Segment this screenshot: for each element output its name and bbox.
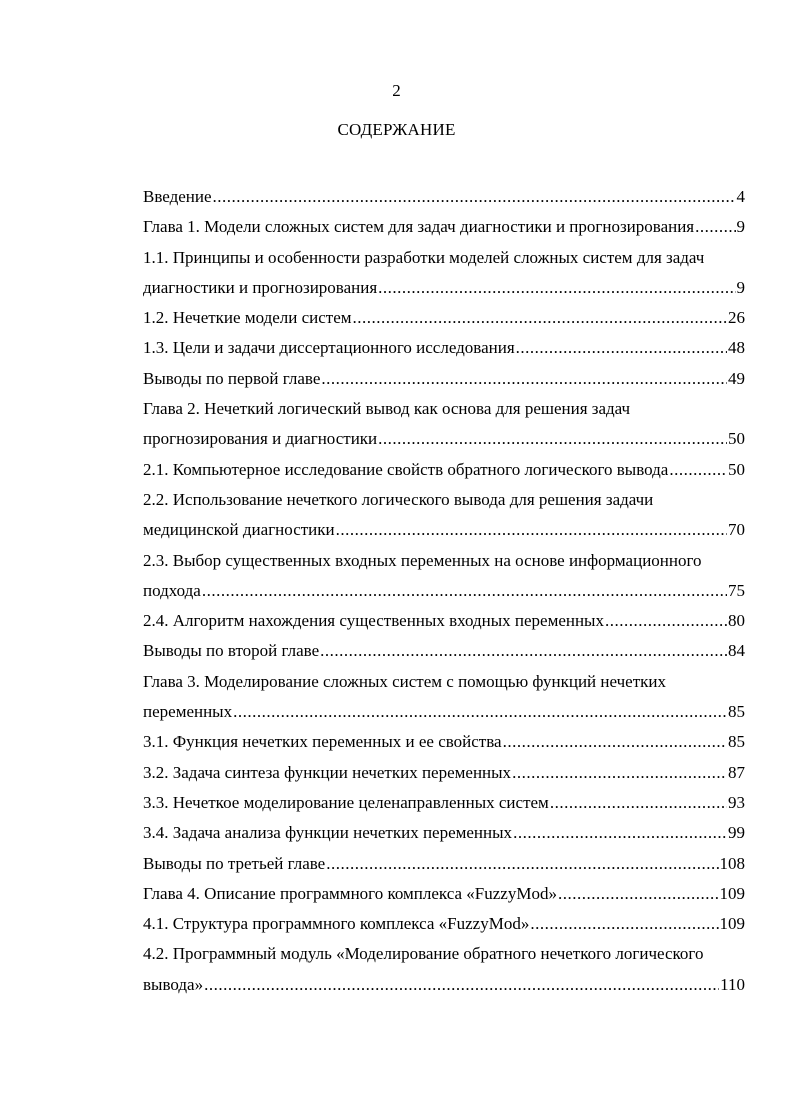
toc-entry-text: 2.2. Использование нечеткого логического вывода для решения задачи [143, 489, 654, 509]
toc-entry-text: подхода [143, 580, 201, 600]
toc-entry-text: диагностики и прогнозирования [143, 277, 378, 297]
toc-dot-leader [669, 455, 727, 485]
toc-entry-text: медицинской диагностики [143, 520, 335, 540]
toc-entry [143, 546, 745, 576]
toc-entry-page: 50 [728, 459, 745, 479]
toc-entry [143, 758, 745, 788]
toc-entry-page: 87 [728, 762, 745, 782]
toc-entry-page: 84 [728, 641, 745, 661]
toc-dot-leader [353, 303, 727, 333]
toc-entry-page: 110 [720, 974, 745, 994]
toc-entry [143, 212, 745, 242]
toc-entry-text: 1.2. Нечеткие модели систем [143, 308, 352, 328]
toc-entry-text: Глава 4. Описание программного комплекса «FuzzyMod» [143, 883, 557, 903]
toc-dot-leader [233, 697, 727, 727]
toc-entry-text: Выводы по первой главе [143, 368, 321, 388]
toc-entry-text: вывода» [143, 974, 204, 994]
toc-entry-text: 3.2. Задача синтеза функции нечетких переменных [143, 762, 512, 782]
toc-entry-page: 75 [728, 580, 745, 600]
toc-dot-leader [513, 818, 727, 848]
toc-dot-leader [516, 333, 727, 363]
toc-entry-text: 2.3. Выбор существенных входных переменных на основе информационного [143, 550, 702, 570]
toc-entry [143, 394, 745, 424]
toc-entry-text: Выводы по второй главе [143, 641, 320, 661]
toc-entry-text: прогнозирования и диагностики [143, 429, 378, 449]
toc-entry-page: 85 [728, 732, 745, 752]
toc-entry-page: 109 [719, 883, 745, 903]
toc-entry [143, 697, 745, 727]
toc-dot-leader [558, 879, 719, 909]
toc-entry [143, 667, 745, 697]
toc-entry [143, 576, 745, 606]
toc-dot-leader [321, 364, 727, 394]
toc-entry-page: 9 [736, 277, 745, 297]
toc-dot-leader [695, 212, 735, 242]
toc-dot-leader [550, 788, 727, 818]
toc-entry-text: переменных [143, 702, 233, 722]
toc-entry [143, 515, 745, 545]
toc-entry-text: 1.1. Принципы и особенности разработки моделей сложных систем для задач [143, 247, 705, 267]
table-of-contents [143, 182, 745, 1000]
toc-entry-page: 26 [728, 308, 745, 328]
toc-entry [143, 788, 745, 818]
toc-entry-page: 80 [728, 611, 745, 631]
toc-entry [143, 606, 745, 636]
toc-dot-leader [605, 606, 727, 636]
page-number: 2 [392, 81, 401, 100]
toc-entry-text: 4.2. Программный модуль «Моделирование обратного нечеткого логического [143, 944, 704, 964]
toc-entry-page: 70 [728, 520, 745, 540]
toc-dot-leader [320, 636, 727, 666]
toc-entry [143, 879, 745, 909]
toc-entry [143, 909, 745, 939]
toc-entry-text: 3.3. Нечеткое моделирование целенаправленных систем [143, 792, 549, 812]
toc-entry-page: 93 [728, 792, 745, 812]
toc-entry-text: Глава 3. Моделирование сложных систем с помощью функций нечетких [143, 671, 666, 691]
toc-entry-page: 108 [719, 853, 745, 873]
toc-title: СОДЕРЖАНИЕ [337, 120, 456, 139]
toc-dot-leader [336, 515, 727, 545]
toc-entry [143, 818, 745, 848]
toc-entry [143, 243, 745, 273]
toc-entry [143, 182, 745, 212]
toc-entry [143, 939, 745, 969]
toc-entry-page: 4 [736, 187, 745, 206]
toc-entry-text: 1.3. Цели и задачи диссертационного исследования [143, 338, 515, 358]
toc-entry [143, 455, 745, 485]
toc-entry [143, 485, 745, 515]
toc-entry [143, 303, 745, 333]
toc-entry-page: 9 [736, 217, 745, 237]
toc-entry-page: 99 [728, 823, 745, 843]
toc-dot-leader [204, 970, 719, 1000]
toc-entry-text: 3.4. Задача анализа функции нечетких переменных [143, 823, 513, 843]
toc-dot-leader [378, 424, 727, 454]
toc-entry-page: 48 [728, 338, 745, 358]
toc-entry-text: 3.1. Функция нечетких переменных и ее свойства [143, 732, 502, 752]
toc-entry-text: 4.1. Структура программного комплекса «FuzzyMod» [143, 914, 530, 934]
toc-entry [143, 333, 745, 363]
toc-entry [143, 636, 745, 666]
toc-entry-page: 50 [728, 429, 745, 449]
toc-entry [143, 727, 745, 757]
toc-dot-leader [530, 909, 718, 939]
toc-entry-page: 109 [719, 914, 745, 934]
toc-dot-leader [213, 182, 736, 212]
toc-entry [143, 424, 745, 454]
toc-entry-text: Введение [143, 187, 212, 206]
toc-entry [143, 273, 745, 303]
toc-entry-page: 85 [728, 702, 745, 722]
toc-entry [143, 364, 745, 394]
toc-entry-text: Глава 2. Нечеткий логический вывод как основа для решения задач [143, 399, 631, 419]
toc-dot-leader [326, 849, 718, 879]
toc-dot-leader [503, 727, 727, 757]
toc-entry-text: 2.1. Компьютерное исследование свойств обратного логического вывода [143, 459, 669, 479]
toc-entry-text: Выводы по третьей главе [143, 853, 326, 873]
toc-dot-leader [512, 758, 727, 788]
toc-entry [143, 849, 745, 879]
toc-entry-text: Глава 1. Модели сложных систем для задач диагностики и прогнозирования [143, 217, 695, 237]
toc-dot-leader [202, 576, 727, 606]
toc-entry [143, 970, 745, 1000]
toc-entry-page: 49 [728, 368, 745, 388]
toc-entry-text: 2.4. Алгоритм нахождения существенных входных переменных [143, 611, 604, 631]
toc-dot-leader [378, 273, 735, 303]
